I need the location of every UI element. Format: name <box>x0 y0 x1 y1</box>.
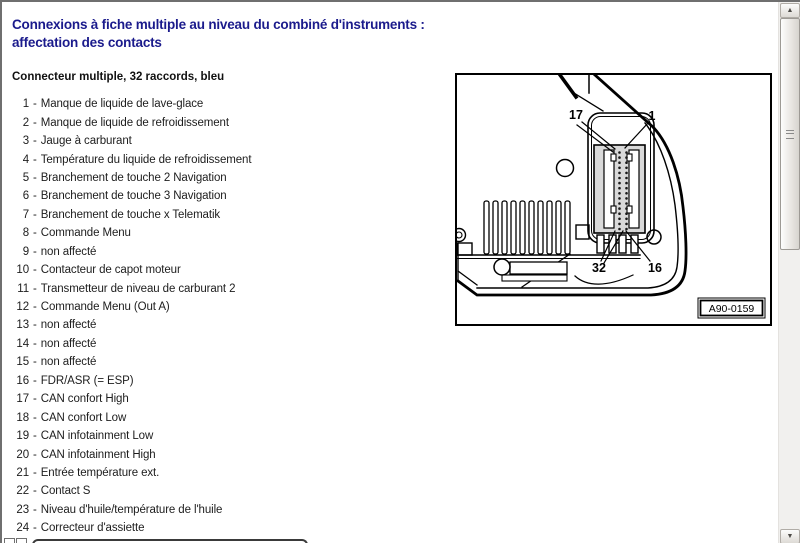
pin-row <box>12 390 452 408</box>
pin-row <box>12 150 452 168</box>
pin-separator: - <box>33 153 37 166</box>
pin-separator: - <box>33 98 37 111</box>
pin-separator: - <box>33 466 37 479</box>
bottom-nav-square-2[interactable] <box>16 538 27 543</box>
pin-row <box>12 501 452 519</box>
pin-separator: - <box>33 190 37 203</box>
pin-label: CAN infotainment Low <box>40 430 154 443</box>
pin-separator: - <box>33 282 37 295</box>
pin-number: 7 <box>22 208 29 221</box>
pin-row <box>12 298 452 316</box>
pin-label: non affecté <box>40 245 97 258</box>
pin-number: 13 <box>16 319 29 332</box>
callout-17: 17 <box>569 108 583 122</box>
pin-number: 8 <box>22 227 29 240</box>
pin-number: 22 <box>16 485 29 498</box>
pin-label: FDR/ASR (= ESP) <box>40 374 134 387</box>
pin-label: Entrée température ext. <box>40 466 160 479</box>
pin-label: Commande Menu <box>40 227 131 240</box>
pin-row <box>12 169 452 187</box>
pin-number: 23 <box>16 503 29 516</box>
pin-label: Commande Menu (Out A) <box>40 301 170 314</box>
pin-separator: - <box>33 319 37 332</box>
pin-row <box>12 187 452 205</box>
callout-32: 32 <box>592 261 606 275</box>
pin-number: 14 <box>16 337 29 350</box>
pin-number: 16 <box>16 374 29 387</box>
pin-row <box>12 519 452 537</box>
pin-row <box>12 261 452 279</box>
pin-label: non affecté <box>40 356 97 369</box>
pin-label: Contacteur de capot moteur <box>40 264 181 277</box>
instrument-cluster-diagram <box>457 75 770 324</box>
pin-row <box>12 372 452 390</box>
pin-label: Correcteur d'assiette <box>40 522 145 535</box>
pin-number: 11 <box>17 282 29 295</box>
pin-number: 5 <box>22 171 29 184</box>
pin-number: 10 <box>16 264 29 277</box>
pin-separator: - <box>33 337 37 350</box>
pin-row <box>12 427 452 445</box>
pin-label: Jauge à carburant <box>40 135 132 148</box>
pin-separator: - <box>33 208 37 221</box>
pin-row <box>12 243 452 261</box>
pin-number: 15 <box>16 356 29 369</box>
pin-separator: - <box>33 301 37 314</box>
page-title-line2: affectation des contacts <box>12 34 162 50</box>
vertical-scrollbar[interactable] <box>778 2 800 543</box>
pin-number: 19 <box>16 430 29 443</box>
pin-separator: - <box>33 116 37 129</box>
scroll-down-icon[interactable]: ▼ <box>780 529 800 543</box>
pin-label: Branchement de touche 2 Navigation <box>40 171 227 184</box>
pin-separator: - <box>33 135 37 148</box>
pin-label: Branchement de touche 3 Navigation <box>40 190 227 203</box>
pin-separator: - <box>33 374 37 387</box>
pin-label: non affecté <box>40 337 97 350</box>
pin-row <box>12 95 452 113</box>
scroll-up-icon[interactable]: ▲ <box>780 3 800 18</box>
pin-row <box>12 316 452 334</box>
pin-label: Transmetteur de niveau de carburant 2 <box>40 282 236 295</box>
pin-row <box>12 353 452 371</box>
pin-row <box>12 279 452 297</box>
pin-list <box>12 95 452 538</box>
page-title <box>12 16 482 51</box>
pin-label: CAN infotainment High <box>40 448 156 461</box>
pin-separator: - <box>33 430 37 443</box>
pin-label: CAN confort High <box>40 393 129 406</box>
pin-separator: - <box>33 227 37 240</box>
pin-row <box>12 408 452 426</box>
pin-label: Manque de liquide de lave-glace <box>40 98 204 111</box>
bottom-tab-partial[interactable] <box>32 539 308 543</box>
callout-16: 16 <box>648 261 662 275</box>
pin-row <box>12 113 452 131</box>
figure-code: A90-0159 <box>708 303 755 315</box>
connector-figure <box>455 73 772 326</box>
pin-row <box>12 335 452 353</box>
pin-row <box>12 206 452 224</box>
pin-separator: - <box>33 522 37 535</box>
pin-label: Niveau d'huile/température de l'huile <box>40 503 223 516</box>
pin-label: non affecté <box>40 319 97 332</box>
pin-number: 18 <box>16 411 29 424</box>
pin-separator: - <box>33 448 37 461</box>
pin-number: 9 <box>22 245 29 258</box>
pin-separator: - <box>33 245 37 258</box>
callout-1: 1 <box>648 109 656 123</box>
bottom-nav-square-1[interactable] <box>4 538 15 543</box>
pin-number: 24 <box>16 522 29 535</box>
pin-row <box>12 132 452 150</box>
pin-label: Manque de liquide de refroidissement <box>40 116 229 129</box>
pin-separator: - <box>33 171 37 184</box>
pin-row <box>12 445 452 463</box>
pin-label: CAN confort Low <box>40 411 127 424</box>
pin-separator: - <box>33 411 37 424</box>
pin-separator: - <box>33 503 37 516</box>
pin-number: 6 <box>22 190 29 203</box>
page-title-line1: Connexions à fiche multiple au niveau du combiné d'instruments : <box>12 17 425 32</box>
pin-number: 21 <box>16 466 29 479</box>
pin-number: 20 <box>16 448 29 461</box>
pin-separator: - <box>33 393 37 406</box>
connector-subtitle: Connecteur multiple, 32 raccords, bleu <box>12 71 225 83</box>
pin-label: Contact S <box>40 485 91 498</box>
pin-row <box>12 482 452 500</box>
pin-separator: - <box>33 356 37 369</box>
pin-number: 17 <box>16 393 29 406</box>
pin-number: 1 <box>22 98 29 111</box>
pin-row <box>12 224 452 242</box>
pin-number: 4 <box>22 153 29 166</box>
scrollbar-thumb[interactable] <box>780 18 800 250</box>
pin-separator: - <box>33 264 37 277</box>
scrollbar-grip-icon <box>786 130 794 139</box>
connector-body <box>594 145 645 233</box>
pin-label: Température du liquide de refroidissement <box>40 153 252 166</box>
pin-separator: - <box>33 485 37 498</box>
pin-number: 12 <box>16 301 29 314</box>
pin-label: Branchement de touche x Telematik <box>40 208 221 221</box>
pin-number: 3 <box>22 135 29 148</box>
pin-row <box>12 464 452 482</box>
pin-number: 2 <box>22 116 29 129</box>
